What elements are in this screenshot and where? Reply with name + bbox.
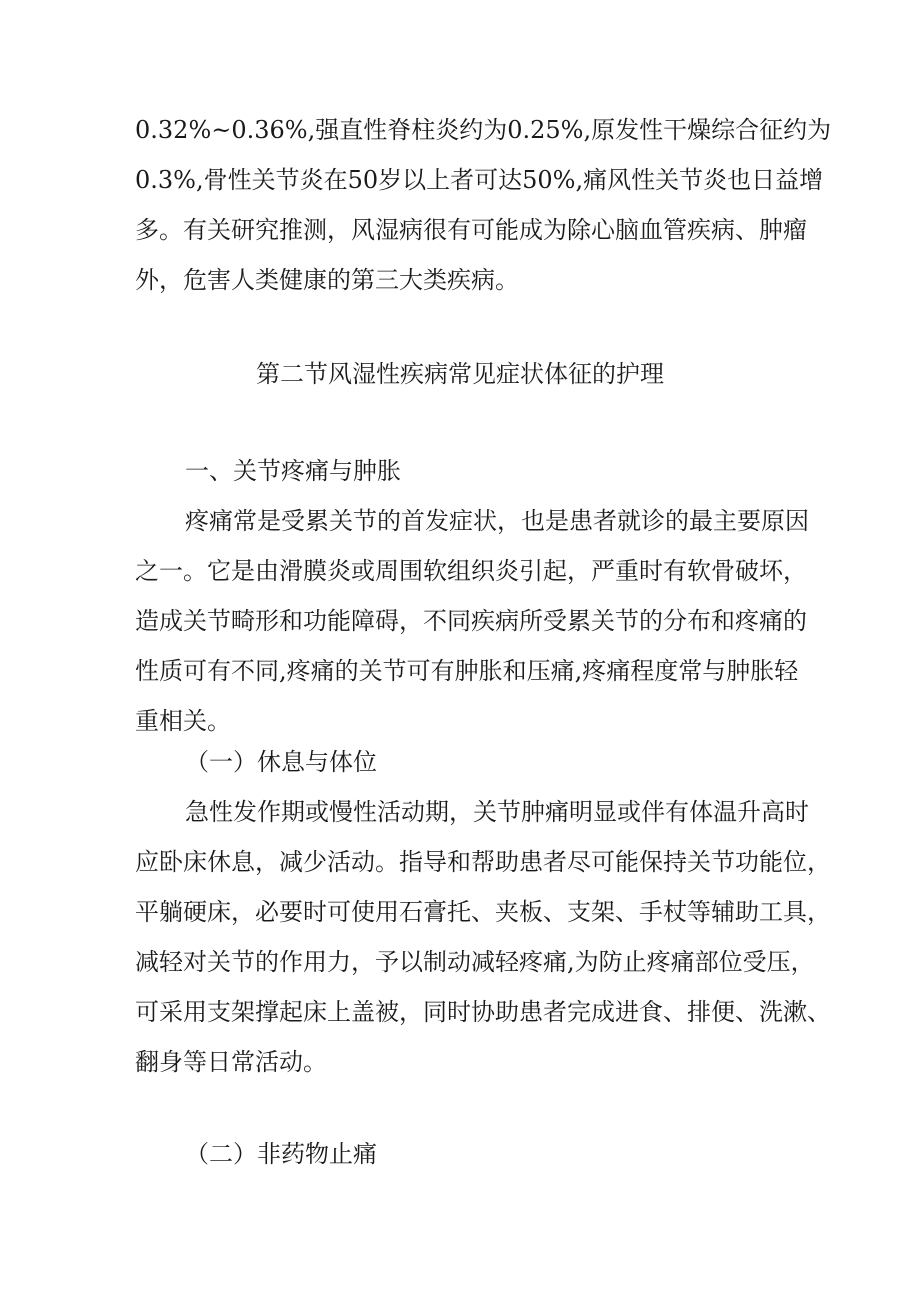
- paragraph-line: 造成关节畸形和功能障碍，不同疾病所受累关节的分布和疼痛的: [135, 607, 807, 635]
- paragraph-line: 性质可有不同,疼痛的关节可有肿胀和压痛,疼痛程度常与肿胀轻: [135, 657, 799, 685]
- subheading-rest-position: （一）休息与体位: [185, 748, 377, 776]
- paragraph-line: 0.3%,骨性关节炎在50岁以上者可达50%,痛风性关节炎也日益增: [135, 166, 824, 194]
- paragraph-line: 多。有关研究推测，风湿病很有可能成为除心脑血管疾病、肿瘤: [135, 216, 807, 244]
- section-title: 第二节风湿性疾病常见症状体征的护理: [256, 360, 664, 388]
- paragraph-line: 翻身等日常活动。: [135, 1048, 327, 1076]
- paragraph-line: 重相关。: [135, 707, 231, 735]
- heading-joint-pain: 一、关节疼痛与肿胀: [185, 457, 401, 485]
- paragraph-line: 可采用支架撑起床上盖被，同时协助患者完成进食、排便、洗漱、: [135, 998, 831, 1026]
- subheading-non-drug-pain-relief: （二）非药物止痛: [185, 1140, 377, 1168]
- paragraph-line: 0.32%~0.36%,强直性脊柱炎约为0.25%,原发性干燥综合征约为: [135, 116, 832, 144]
- paragraph-line: 急性发作期或慢性活动期，关节肿痛明显或伴有体温升高时: [185, 798, 809, 826]
- paragraph-line: 减轻对关节的作用力，予以制动减轻疼痛,为防止疼痛部位受压，: [135, 948, 815, 976]
- paragraph-line: 应卧床休息，减少活动。指导和帮助患者尽可能保持关节功能位，: [135, 848, 831, 876]
- paragraph-line: 平躺硬床，必要时可使用石膏托、夹板、支架、手杖等辅助工具，: [135, 898, 831, 926]
- paragraph-line: 疼痛常是受累关节的首发症状，也是患者就诊的最主要原因: [185, 507, 809, 535]
- paragraph-line: 之一。它是由滑膜炎或周围软组织炎引起，严重时有软骨破坏，: [135, 557, 807, 585]
- paragraph-line: 外，危害人类健康的第三大类疾病。: [135, 266, 519, 294]
